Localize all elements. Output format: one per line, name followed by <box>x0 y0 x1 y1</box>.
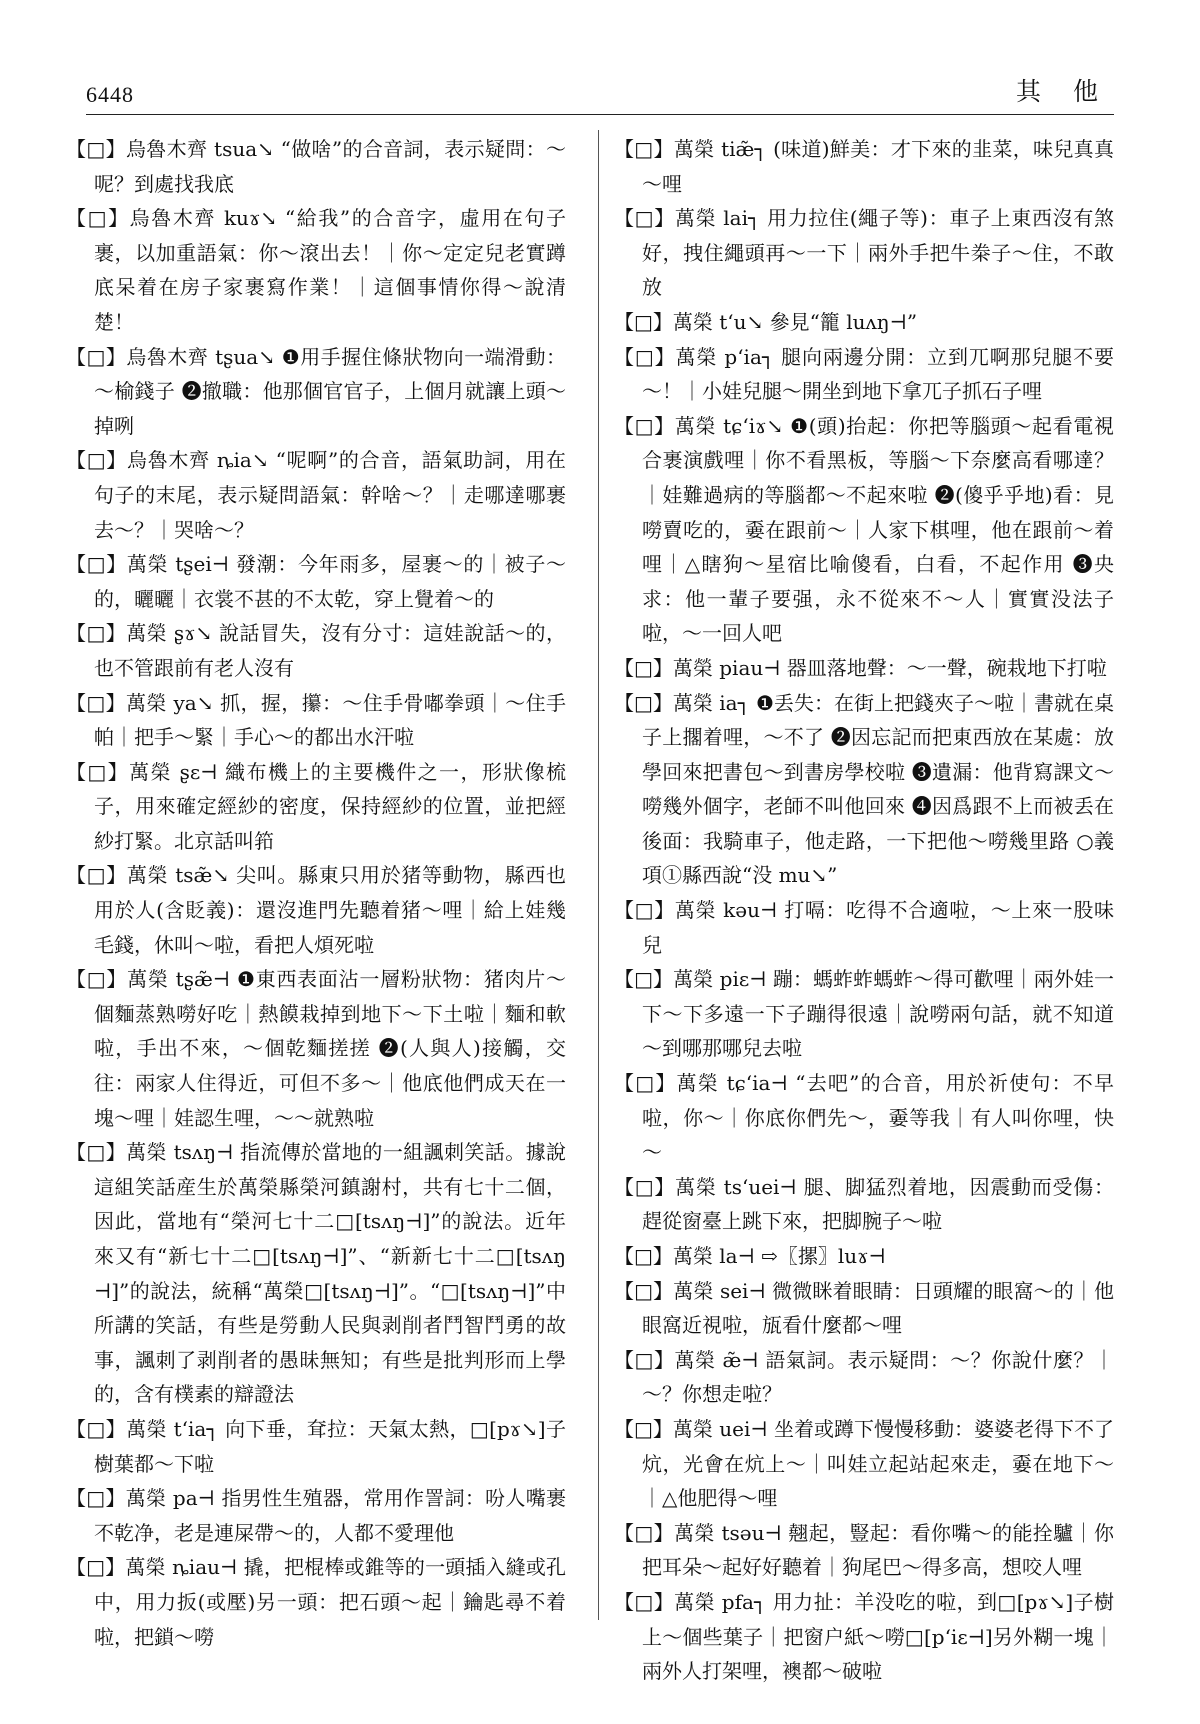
dictionary-entry: 【□】萬榮 tʂei⊣ 發潮：今年雨多，屋裹～的｜被子～的，曬曬｜衣裳不甚的不太乾，穿上覺着～的 <box>66 552 566 611</box>
dictionary-entry: 【□】萬榮 tɕʻia⊣ “去吧”的合音，用於祈使句：不早啦，你～｜你底你們先～，嫑等我｜有人叫你哩，快～ <box>614 1071 1114 1165</box>
page-header <box>86 72 1110 108</box>
dictionary-entry: 【□】烏魯木齊 tʂua↘ ❶用手握住條狀物向一端滑動：～榆錢子 ❷撤職：他那個官官子，上個月就讓上頭～掉咧 <box>66 344 566 438</box>
dictionary-entry: 【□】萬榮 tiæ̃┐ (味道)鮮美：才下來的韭菜，味兒真真～哩 <box>614 137 1114 196</box>
dictionary-entry: 【□】萬榮 pa⊣ 指男性生殖器，常用作詈詞：吩人嘴裹不乾净，老是連屎帶～的，人都不愛理他 <box>66 1486 566 1545</box>
dictionary-entry: 【□】萬榮 ia┐ ❶丢失：在街上把錢夾子～啦｜書就在桌子上擱着哩，～不了 ❷因忘記而把東西放在某處：放學回來把書包～到書房學校啦 ❸遺漏：他背寫課文～嘮幾外個字，老師不叫他回來 ❹因爲跟不上而被丢在後面：我騎車子，他走路，一下把他～嘮幾里路 ○義項①縣西說“没 mu↘” <box>614 690 1114 888</box>
dictionary-entry: 【□】萬榮 tsəu⊣ 翹起，豎起：看你嘴～的能拴驢｜你把耳朵～起好好聽着｜狗尾巴～得多高，想咬人哩 <box>614 1520 1114 1580</box>
column-divider <box>598 130 599 1620</box>
page-number: 6448 <box>86 82 134 107</box>
dictionary-entry: 【□】萬榮 æ̃⊣ 語氣詞。表示疑問：～？你說什麼？｜～？你想走啦？ <box>614 1347 1114 1407</box>
dictionary-entry: 【□】萬榮 tʂæ̃⊣ ❶東西表面沾一層粉狀物：猪肉片～個麵蒸熟嘮好吃｜熱饃栽掉到地下～下土啦｜麵和軟啦，手出不來，～個乾麵搓搓 ❷(人與人)接觸，交往：兩家人住得近，可但不多～｜他底他們成天在一塊～哩｜娃認生哩，～～就熟啦 <box>66 967 566 1130</box>
left-column <box>66 132 566 1654</box>
dictionary-entry: 【□】萬榮 piau⊣ 器皿落地聲：～一聲，碗栽地下打啦 <box>614 655 1107 680</box>
dictionary-entry: 【□】萬榮 tɕʻiɤ↘ ❶(頭)抬起：你把等腦頭～起看電視合裹演戲哩｜你不看黑板，等腦～下奈麼高看哪達？｜娃難過病的等腦都～不起來啦 ❷(傻乎乎地)看：見嘮賣吃的，嫑在跟前～｜人家下棋哩，他在跟前～着哩｜△瞎狗～星宿比喻傻看，白看，不起作用 ❸央求：他一輩子要强，永不從來不～人｜實實没法子啦，～一回人吧 <box>614 413 1114 646</box>
dictionary-entry: 【□】萬榮 piɛ⊣ 蹦：螞蚱蚱螞蚱～得可歡哩｜兩外娃一下～下多遠一下子蹦得很遠｜說嘮兩句話，就不知道～到哪那哪兒去啦 <box>614 967 1114 1061</box>
dictionary-entry: 【□】烏魯木齊 kuɤ↘ “給我”的合音字，虛用在句子裹，以加重語氣：你～滾出去！｜你～定定兒老實蹲底呆着在房子家裹寫作業！｜這個事情你得～說清楚！ <box>66 206 566 334</box>
dictionary-entry: 【□】萬榮 tsæ̃↘ 尖叫。縣東只用於猪等動物，縣西也用於人(含貶義)：還沒進門先聽着猪～哩｜給上娃幾毛錢，休叫～啦，看把人煩死啦 <box>66 863 566 957</box>
dictionary-entry: 【□】萬榮 kəu⊣ 打嗝：吃得不合適啦，～上來一股味兒 <box>614 898 1114 957</box>
dictionary-entry: 【□】萬榮 tʻia┐ 向下垂，耷拉：天氣太熱，□[pɤ↘]子樹葉都～下啦 <box>66 1416 566 1476</box>
dictionary-entry: 【□】萬榮 sei⊣ 微微眯着眼睛：日頭耀的眼窩～的｜他眼窩近視啦，瓬看什麼都～哩 <box>614 1278 1114 1338</box>
dictionary-entry: 【□】萬榮 ya↘ 抓，握，攥：～住手骨嘟拳頭｜～住手帕｜把手～緊｜手心～的都出水汗啦 <box>66 690 566 750</box>
dictionary-entry: 【□】烏魯木齊 tsua↘ “做啥”的合音詞，表示疑問：～呢？到處找我底 <box>66 137 566 196</box>
dictionary-entry: 【□】萬榮 ȵiau⊣ 撬，把棍棒或錐等的一頭插入縫或孔中，用力扳(或壓)另一頭：把石頭～起｜鑰匙尋不着啦，把鎖～嘮 <box>66 1555 566 1649</box>
dictionary-entry: 【□】烏魯木齊 ȵia↘ “呢啊”的合音，語氣助詞，用在句子的末尾，表示疑問語氣：幹啥～？｜走哪達哪裹去～？｜哭啥～？ <box>66 448 566 542</box>
page-title: 其 他 <box>1016 77 1110 106</box>
dictionary-entry: 【□】萬榮 ʂɛ⊣ 織布機上的主要機件之一，形狀像梳子，用來確定經紗的密度，保持經紗的位置，並把經紗打緊。北京話叫筘 <box>66 759 566 853</box>
dictionary-entry: 【□】萬榮 pʻia┐ 腿向兩邊分開：立到兀啊那兒腿不要～！｜小娃兒腿～開坐到地下拿兀子抓石子哩 <box>614 344 1114 404</box>
dictionary-entry: 【□】萬榮 ʂɤ↘ 說話冒失，沒有分寸：這娃說話～的，也不管跟前有老人沒有 <box>66 621 566 680</box>
dictionary-entry: 【□】萬榮 uei⊣ 坐着或蹲下慢慢移動：婆婆老得下不了炕，光會在炕上～｜叫娃立起站起來走，嫑在地下～｜△他肥得～哩 <box>614 1416 1114 1511</box>
dictionary-entry: 【□】萬榮 tʻu↘ 參見“籠 luʌŋ⊣” <box>614 309 918 334</box>
dictionary-entry: 【□】萬榮 la⊣ ⇨〖摞〗luɤ⊣ <box>614 1244 886 1268</box>
right-column <box>614 132 1114 1689</box>
dictionary-entry: 【□】萬榮 lai┐ 用力拉住(繩子等)：車子上東西沒有煞好，拽住繩頭再～一下｜兩外手把牛桊子～住，不敢放 <box>614 206 1114 300</box>
dictionary-entry: 【□】萬榮 tsʻuei⊣ 腿、脚猛烈着地，因震動而受傷：趕從窗臺上跳下來，把脚腕子～啦 <box>614 1174 1114 1234</box>
dictionary-entry: 【□】萬榮 pfa┐ 用力扯：羊没吃的啦，到□[pɤ↘]子樹上～個些葉子｜把窗户紙～嘮□[pʻiɛ⊣]另外糊一塊｜兩外人打架哩，襖都～破啦 <box>614 1589 1114 1684</box>
dictionary-entry: 【□】萬榮 tsʌŋ⊣ 指流傳於當地的一組諷刺笑話。據說這組笑話産生於萬榮縣榮河鎮謝村，共有七十二個，因此，當地有“榮河七十二□[tsʌŋ⊣]”的說法。近年來又有“新七十二□[tsʌŋ⊣]”、“新新七十二□[tsʌŋ⊣]”的說法，統稱“萬榮□[tsʌŋ⊣]”。“□[tsʌŋ⊣]”中所講的笑話，有些是勞動人民與剥削者鬥智鬥勇的故事，諷刺了剥削者的愚昧無知；有些是批判形而上學的，含有樸素的辯證法 <box>66 1140 566 1407</box>
header-rule <box>86 114 1114 115</box>
